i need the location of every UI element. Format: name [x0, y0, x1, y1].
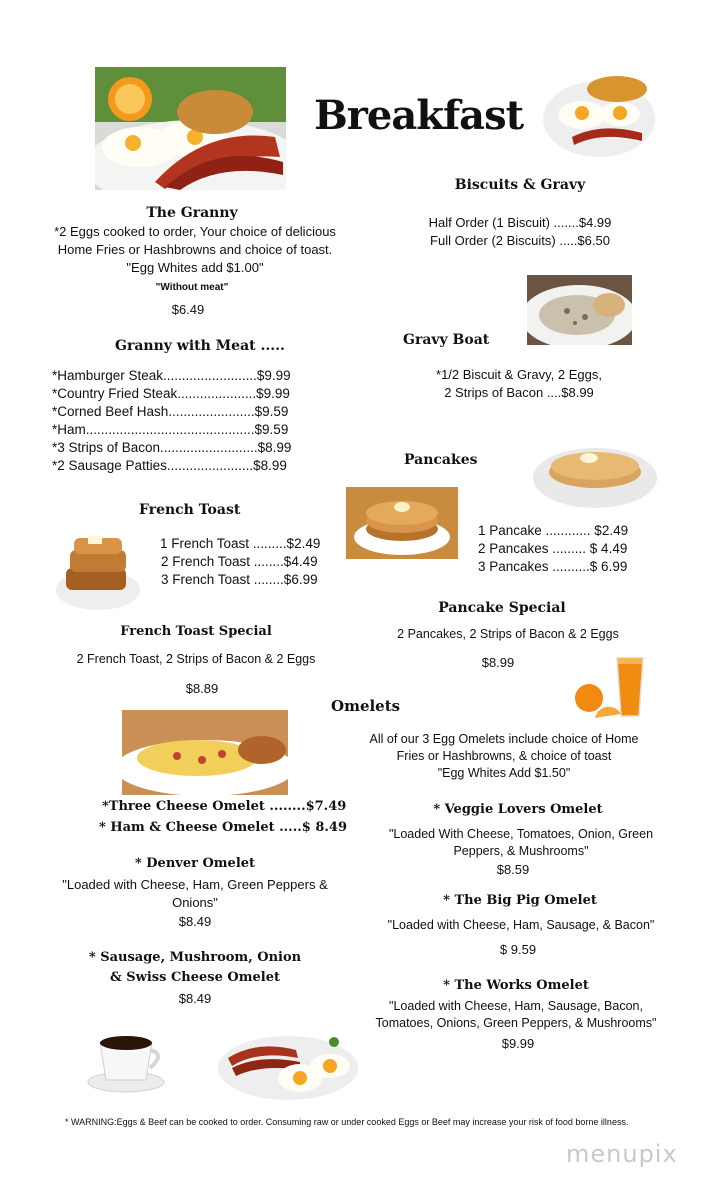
list-item: 3 Pancakes ..........$ 6.99 — [478, 559, 628, 574]
works-price: $9.99 — [501, 1036, 535, 1051]
omelets-desc-line-2: Fries or Hashbrowns, & choice of toast — [396, 749, 612, 763]
gravy-desc-line-2: 2 Strips of Bacon ....$8.99 — [444, 385, 594, 400]
big-pig-desc: "Loaded with Cheese, Ham, Sausage, & Bacon" — [387, 918, 655, 932]
french-toast-special-desc: 2 French Toast, 2 Strips of Bacon & 2 Eggs — [76, 652, 316, 666]
list-item: 1 Pancake ............ $2.49 — [478, 523, 629, 538]
sausage-heading-line-1: * Sausage, Mushroom, Onion — [88, 950, 302, 965]
list-item: 2 Pancakes ......... $ 4.49 — [478, 541, 628, 556]
menu-title: Breakfast — [314, 92, 524, 139]
list-item: 1 French Toast .........$2.49 — [160, 536, 321, 551]
list-item: 3 French Toast ........$6.99 — [161, 572, 318, 587]
food-safety-warning: * WARNING:Eggs & Beef can be cooked to order. Consuming raw or under cooked Eggs or Beef may increase your risk of food borne illness. — [65, 1117, 629, 1127]
three-cheese-omelet: *Three Cheese Omelet ........$7.49 — [102, 799, 347, 814]
list-item: Full Order (2 Biscuits) .....$6.50 — [430, 233, 610, 248]
granny-desc-line-3: "Egg Whites add $1.00" — [126, 260, 264, 275]
works-heading: * The Works Omelet — [443, 978, 589, 993]
denver-description — [45, 876, 345, 912]
list-item: Half Order (1 Biscuit) .......$4.99 — [428, 215, 612, 230]
french-toast-photo — [54, 528, 142, 614]
denver-price: $8.49 — [178, 914, 212, 929]
sausage-mushroom-price: $8.49 — [178, 991, 212, 1006]
granny-heading: The Granny — [146, 205, 238, 221]
gravy-boat-description — [369, 366, 669, 402]
works-description — [356, 998, 676, 1032]
pancake-special-price: $8.99 — [481, 655, 515, 670]
biscuits-gravy-photo — [527, 275, 632, 345]
veggie-heading: * Veggie Lovers Omelet — [433, 802, 603, 817]
granny-price: $6.49 — [171, 302, 205, 317]
gravy-desc-line-1: *1/2 Biscuit & Gravy, 2 Eggs, — [436, 367, 602, 382]
omelets-description — [344, 731, 664, 782]
list-item: *Hamburger Steak.........................$9.99 — [52, 368, 291, 383]
list-item: 2 French Toast ........$4.49 — [161, 554, 318, 569]
menupix-watermark: menupix — [566, 1140, 678, 1168]
french-toast-heading: French Toast — [139, 502, 241, 518]
orange-juice-photo — [573, 654, 648, 722]
biscuits-list — [370, 214, 670, 250]
denver-heading: * Denver Omelet — [134, 856, 256, 871]
coffee-cup-photo — [86, 1024, 170, 1096]
omelets-desc-line-3: "Egg Whites Add $1.50" — [437, 766, 571, 780]
granny-meat-heading: Granny with Meat ..... — [115, 338, 285, 354]
pancakes-photo-stack — [346, 487, 458, 559]
list-item: *Country Fried Steak.....................$9.99 — [52, 386, 290, 401]
pancake-special-heading: Pancake Special — [438, 600, 566, 616]
pancakes-heading: Pancakes — [404, 452, 478, 468]
works-desc-line-2: Tomatoes, Onions, Green Peppers, & Mushrooms" — [375, 1016, 657, 1030]
pancakes-photo-top — [531, 428, 659, 512]
gravy-boat-heading: Gravy Boat — [403, 332, 490, 348]
granny-desc-line-1: *2 Eggs cooked to order, Your choice of delicious — [54, 224, 336, 239]
works-desc-line-1: "Loaded with Cheese, Ham, Sausage, Bacon, — [389, 999, 643, 1013]
sausage-heading-line-2: & Swiss Cheese Omelet — [110, 970, 280, 985]
sausage-mushroom-heading — [80, 948, 310, 988]
granny-desc-line-2: Home Fries or Hashbrowns and choice of toast. — [57, 242, 333, 257]
denver-desc-line-1: "Loaded with Cheese, Ham, Green Peppers & — [62, 877, 328, 892]
list-item: *2 Sausage Patties.......................$8.99 — [52, 458, 287, 473]
list-item: *Ham.............................................$9.59 — [52, 422, 289, 437]
omelets-desc-line-1: All of our 3 Egg Omelets include choice of Home — [369, 732, 639, 746]
biscuits-heading: Biscuits & Gravy — [454, 177, 586, 193]
veggie-desc-line-2: Peppers, & Mushrooms" — [453, 844, 589, 858]
french-toast-special-price: $8.89 — [185, 681, 219, 696]
french-toast-list — [160, 535, 320, 589]
big-pig-price: $ 9.59 — [499, 942, 537, 957]
granny-plate-photo — [95, 67, 286, 190]
veggie-description — [366, 826, 676, 860]
list-item: *3 Strips of Bacon..........................$8.99 — [52, 440, 292, 455]
granny-description — [30, 223, 360, 277]
pancake-special-desc: 2 Pancakes, 2 Strips of Bacon & 2 Eggs — [397, 627, 619, 641]
denver-desc-line-2: Onions" — [172, 895, 218, 910]
omelet-photo — [122, 710, 288, 795]
french-toast-special-heading: French Toast Special — [120, 624, 272, 639]
granny-without-meat: "Without meat" — [155, 282, 229, 293]
list-item: *Corned Beef Hash.......................$9.59 — [52, 404, 289, 419]
big-pig-heading: * The Big Pig Omelet — [443, 893, 597, 908]
pancakes-list — [478, 522, 628, 576]
bacon-eggs-photo — [216, 1028, 361, 1103]
veggie-price: $8.59 — [496, 862, 530, 877]
granny-meat-list — [52, 367, 291, 475]
veggie-desc-line-1: "Loaded With Cheese, Tomatoes, Onion, Green — [388, 827, 654, 841]
omelets-heading: Omelets — [331, 697, 401, 715]
ham-cheese-omelet: * Ham & Cheese Omelet .....$ 8.49 — [99, 820, 347, 835]
eggs-hashbrowns-photo — [542, 67, 657, 159]
